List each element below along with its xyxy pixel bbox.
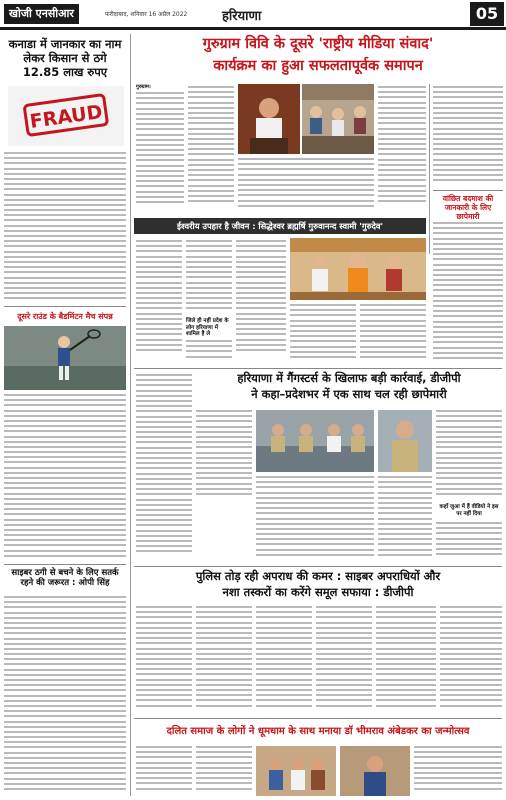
story1-headline: कनाडा में जानकार का नाम लेकर किसान से ठगे 12.85 लाख रुपए	[8, 37, 122, 79]
police-body-col3	[256, 606, 312, 714]
devotional-subhead: जिले ही नहीं प्रदेश के लोग हरियाणा में शामिल है ले	[186, 318, 229, 338]
story2-body	[4, 394, 126, 562]
police-headline-line2: नशा तस्करों का करेंगे समूल सफाया : डीजीपी	[222, 585, 414, 599]
police-body-col6	[440, 606, 502, 714]
ambedkar-headline: दलित समाज के लोगों ने धूमधाम के साथ मनाया डॉ भीमराव अंबेडकर का जन्मोत्सव	[134, 722, 502, 742]
haryana-body-col1	[136, 374, 192, 562]
column-divider	[130, 34, 131, 796]
ambedkar-photo-1	[256, 746, 336, 796]
story2-headline: दूसरे राउंड के बैडमिंटन मैच संपन्न	[17, 312, 113, 321]
story3-body	[4, 596, 126, 796]
section-title: हरियाणा	[222, 9, 262, 24]
fraud-stamp-image	[8, 86, 124, 146]
story3-headline: साइबर ठगी से बचने के लिए सतर्क रहने की जरूरत : ओपी सिंह	[11, 568, 119, 589]
haryana-body-col4	[378, 476, 432, 562]
divider	[433, 190, 503, 191]
story1-body	[4, 152, 126, 304]
speaker-photo	[238, 84, 300, 154]
police-body-col1	[136, 606, 192, 714]
top-story-body-col1	[136, 92, 184, 212]
haryana-headline-line2: ने कहा–प्रदेशभर में एक साथ चल रही छापेमारी	[251, 387, 447, 401]
top-story-byline: गुरुग्राम।	[136, 84, 151, 90]
devotional-body-col1	[136, 240, 182, 362]
police-body-col4	[316, 606, 372, 714]
police-body-col2	[196, 606, 252, 714]
audience-photo	[302, 84, 374, 154]
haryana-body-col5	[436, 410, 502, 502]
devotional-body-col3	[236, 240, 286, 362]
devotional-photo	[290, 238, 426, 300]
haryana-body-col2	[196, 410, 252, 502]
ambedkar-body-col1	[136, 746, 192, 796]
devotional-body-col2	[186, 240, 232, 314]
ambedkar-body-col2	[196, 746, 252, 796]
ambedkar-body-col3	[414, 746, 502, 796]
officer-photo	[378, 410, 432, 472]
devotional-story-band: ईश्वरीय उपहार है जीवन : सिद्धेश्वर ब्रह्मर्षि गुरुवानन्द स्वामी 'गुरुदेव'	[134, 218, 426, 234]
top-story-headline-line1: गुरुग्राम विवि के दूसरे 'राष्ट्रीय मीडिया संवाद'	[202, 36, 434, 52]
divider	[4, 564, 126, 565]
divider	[134, 566, 502, 567]
divider	[134, 368, 502, 369]
top-story-body-col2	[188, 86, 234, 212]
haryana-body-col3	[256, 476, 374, 562]
devotional-body-col2b	[186, 340, 232, 362]
top-story-body-col3	[378, 86, 426, 212]
newspaper-logo: खोजी एनसीआर	[4, 4, 79, 24]
right-column-headline: वांछित बदमाश की जानकारी के लिए छापेमारी	[442, 194, 494, 221]
column-divider	[429, 84, 430, 254]
date-line: फरीदाबाद, शनिवार 16 अप्रैल 2022	[105, 11, 188, 18]
ambedkar-photo-2	[340, 746, 410, 796]
top-story-headline-line2: कार्यक्रम का हुआ सफलतापूर्वक समापन	[213, 58, 423, 74]
photo-captions	[238, 158, 374, 212]
fraud-stamp-text: FRAUD	[28, 101, 104, 133]
haryana-side-note: कहाँ जुआ में हैं वीडियो ने इस पर नहीं दिया	[439, 504, 499, 517]
divider	[4, 306, 126, 307]
badminton-photo	[4, 326, 126, 390]
right-column-body	[433, 222, 503, 370]
devotional-body-col4	[290, 304, 356, 362]
police-meeting-photo	[256, 410, 374, 472]
police-body-col5	[376, 606, 436, 714]
devotional-body-col5	[360, 304, 426, 362]
haryana-headline-line1: हरियाणा में गैंगस्टर्स के खिलाफ बड़ी कार्रवाई, डीजीपी	[237, 371, 461, 385]
police-headline-line1: पुलिस तोड़ रही अपराध की कमर : साइबर अपराधियों और	[195, 569, 441, 583]
divider	[134, 718, 502, 719]
right-column-body-top	[433, 86, 503, 188]
page-number: 05	[470, 2, 504, 26]
haryana-body-col6	[436, 522, 502, 562]
